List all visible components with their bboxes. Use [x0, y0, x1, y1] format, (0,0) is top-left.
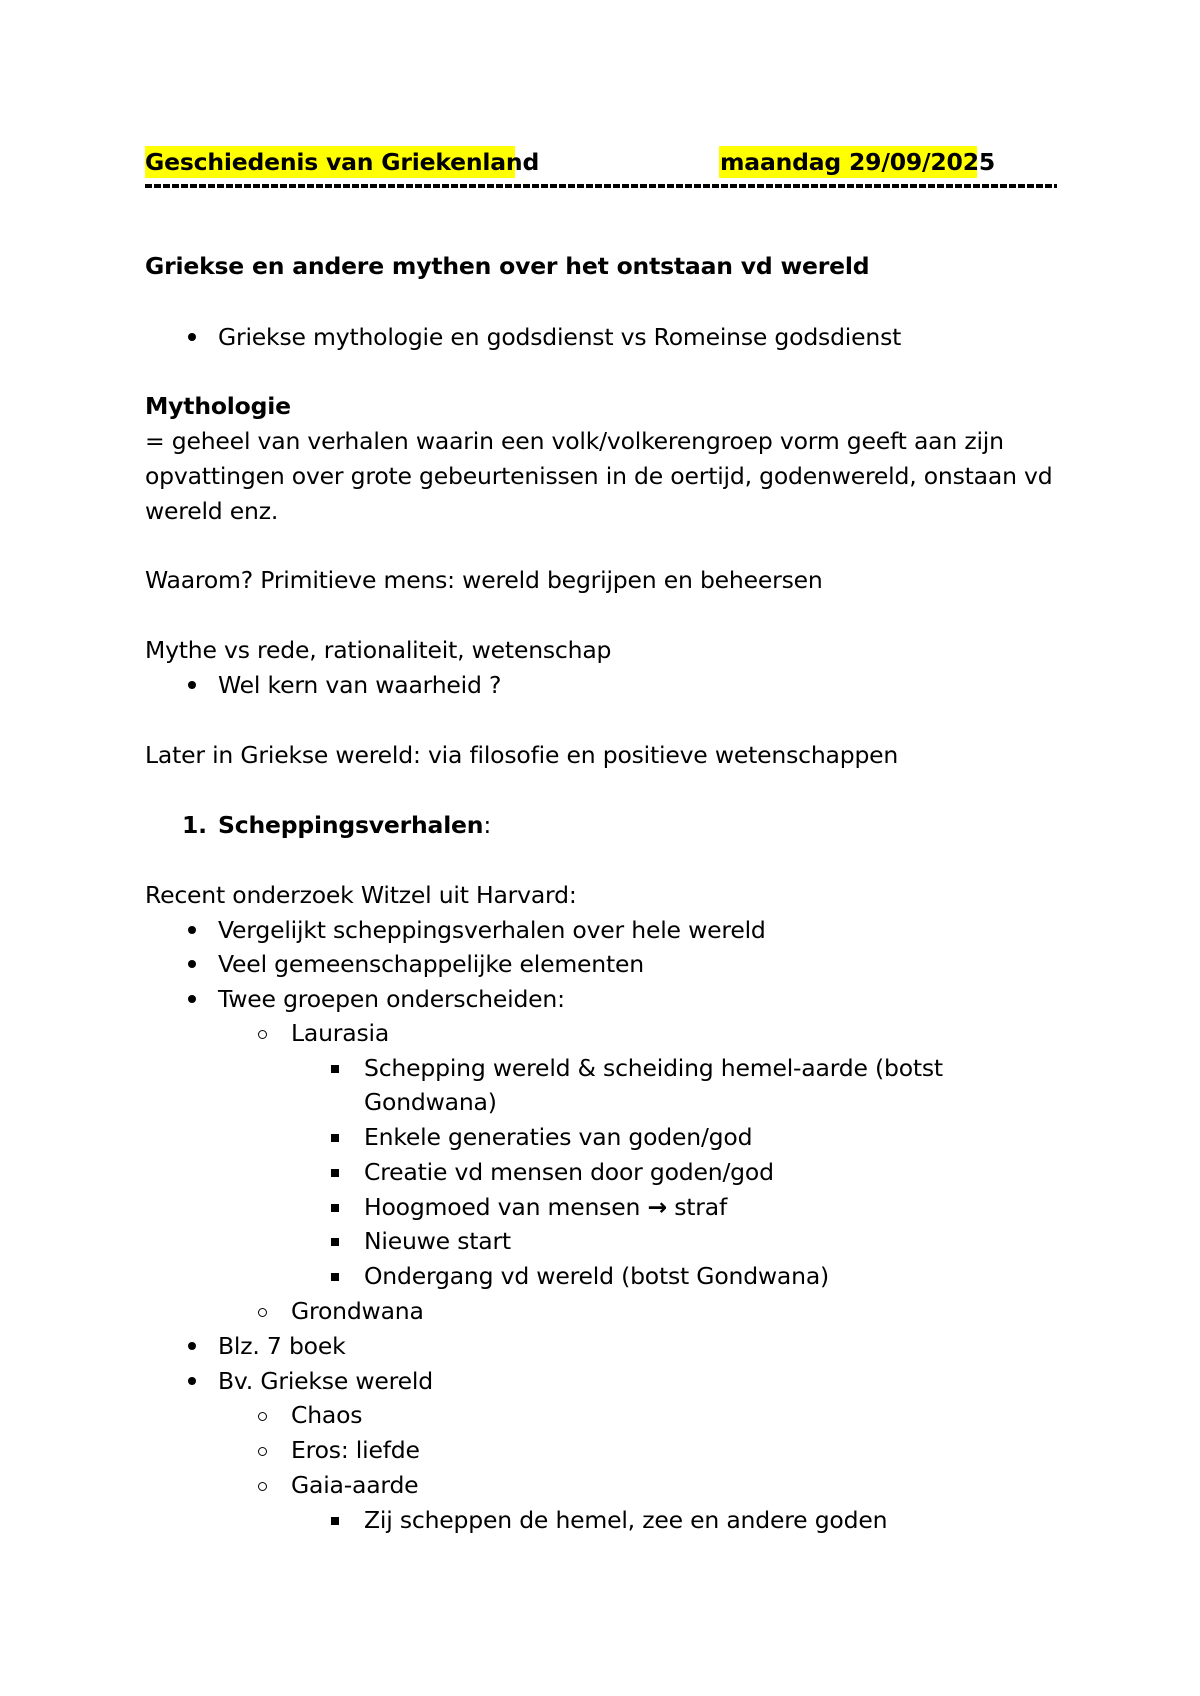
- bullet-dot-icon: [188, 333, 196, 341]
- bullet-square-icon: [331, 1065, 339, 1073]
- list-item: Veel gemeenschappelijke elementen: [218, 950, 644, 978]
- right-arrow-icon: →: [647, 1193, 667, 1221]
- header-date: maandag 29/09/2025: [720, 148, 995, 176]
- kern-bullet-text: Wel kern van waarheid ?: [218, 671, 502, 699]
- list-item-continuation: Gondwana): [364, 1088, 497, 1116]
- bullet-square-icon: [331, 1238, 339, 1246]
- bullet-circle-icon: [258, 1447, 267, 1456]
- header-divider: [145, 184, 1057, 188]
- list-item: Blz. 7 boek: [218, 1332, 346, 1360]
- bullet-circle-icon: [258, 1412, 267, 1421]
- intro-bullet-text: Griekse mythologie en godsdienst vs Romeinse godsdienst: [218, 323, 902, 351]
- bullet-dot-icon: [188, 995, 196, 1003]
- mythologie-heading: Mythologie: [145, 392, 291, 420]
- bullet-square-icon: [331, 1517, 339, 1525]
- list-item-gaia: Gaia-aarde: [291, 1471, 419, 1499]
- scheppings-heading: Scheppingsverhalen: [218, 811, 484, 839]
- later-text: Later in Griekse wereld: via filosofie en positieve wetenschappen: [145, 741, 899, 769]
- list-item: Vergelijkt scheppingsverhalen over hele wereld: [218, 916, 766, 944]
- bullet-square-icon: [331, 1273, 339, 1281]
- header-title: Geschiedenis van Griekenland: [145, 148, 540, 176]
- section-title: Griekse en andere mythen over het ontstaan vd wereld: [145, 252, 870, 280]
- list-item: Creatie vd mensen door goden/god: [364, 1158, 774, 1186]
- bullet-square-icon: [331, 1134, 339, 1142]
- mythologie-definition-line-3: wereld enz.: [145, 497, 279, 525]
- scheppings-colon: :: [483, 811, 492, 839]
- list-item-laurasia: Laurasia: [291, 1019, 390, 1047]
- bullet-dot-icon: [188, 681, 196, 689]
- list-item: Zij scheppen de hemel, zee en andere goden: [364, 1506, 888, 1534]
- list-item-text: Hoogmoed van mensen: [364, 1193, 641, 1221]
- list-item-eros: Eros: liefde: [291, 1436, 420, 1464]
- list-item-chaos: Chaos: [291, 1401, 363, 1429]
- bullet-dot-icon: [188, 960, 196, 968]
- mythe-vs-text: Mythe vs rede, rationaliteit, wetenschap: [145, 636, 612, 664]
- mythologie-definition-line-1: = geheel van verhalen waarin een volk/volkerengroep vorm geeft aan zijn: [145, 427, 1004, 455]
- bullet-dot-icon: [188, 1377, 196, 1385]
- list-item-text: straf: [674, 1193, 728, 1221]
- list-item: Ondergang vd wereld (botst Gondwana): [364, 1262, 829, 1290]
- list-item-grondwana: Grondwana: [291, 1297, 424, 1325]
- list-item: Bv. Griekse wereld: [218, 1367, 433, 1395]
- scheppings-number: 1.: [182, 811, 207, 839]
- bullet-circle-icon: [258, 1030, 267, 1039]
- bullet-square-icon: [331, 1204, 339, 1212]
- list-item: Nieuwe start: [364, 1227, 511, 1255]
- bullet-circle-icon: [258, 1308, 267, 1317]
- waarom-text: Waarom? Primitieve mens: wereld begrijpen en beheersen: [145, 566, 823, 594]
- bullet-square-icon: [331, 1169, 339, 1177]
- scheppings-heading-line: [218, 810, 491, 840]
- bullet-dot-icon: [188, 1342, 196, 1350]
- onderzoek-text: Recent onderzoek Witzel uit Harvard:: [145, 881, 577, 909]
- bullet-circle-icon: [258, 1482, 267, 1491]
- mythologie-definition-line-2: opvattingen over grote gebeurtenissen in de oertijd, godenwereld, onstaan vd: [145, 462, 1053, 490]
- list-item: Schepping wereld & scheiding hemel-aarde (botst: [364, 1054, 943, 1082]
- list-item: Enkele generaties van goden/god: [364, 1123, 753, 1151]
- list-item: [364, 1192, 727, 1222]
- bullet-dot-icon: [188, 926, 196, 934]
- list-item: Twee groepen onderscheiden:: [218, 985, 565, 1013]
